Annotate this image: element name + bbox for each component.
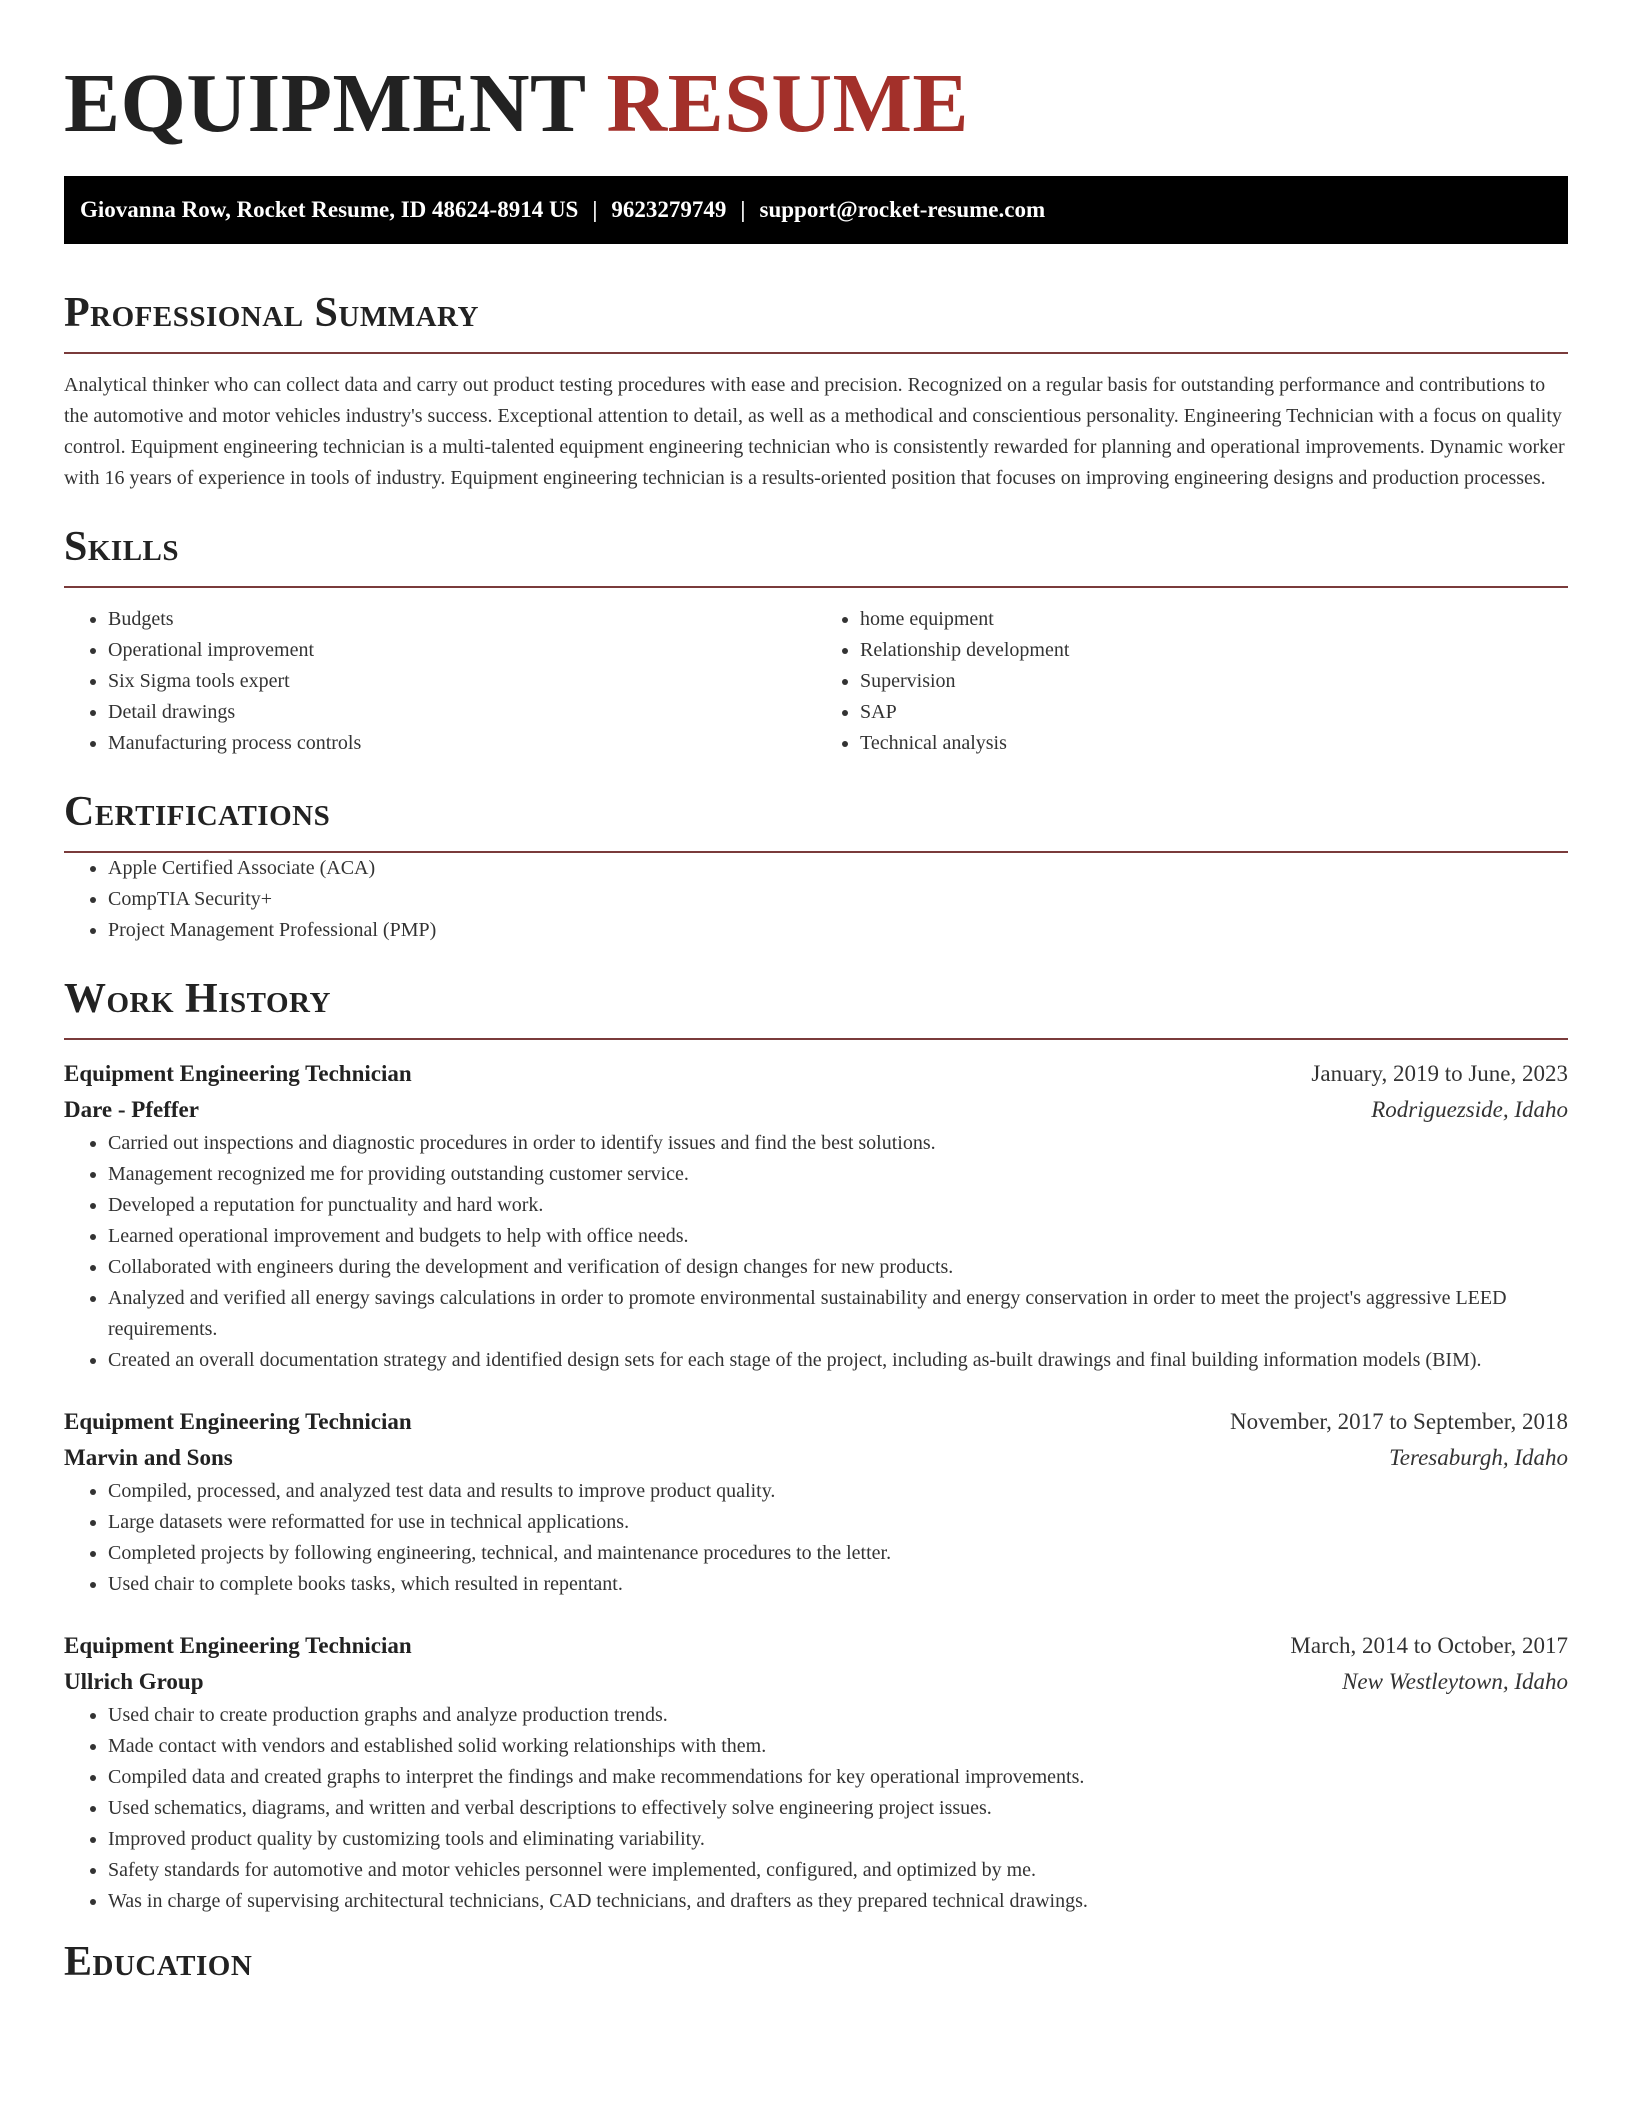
job-duty-item: • Improved product quality by customizing tools and eliminating variability. [108, 1824, 1568, 1855]
job-duty-item: • Analyzed and verified all energy savings calculations in order to promote environmental sustainability and energy conservation in order to meet the project's aggressive LEED requirements. [108, 1283, 1568, 1345]
job-duty-item: • Large datasets were reformatted for use in technical applications. [108, 1507, 1568, 1538]
contact-separator: | [740, 197, 746, 222]
job-entry [64, 1056, 1568, 1376]
job-duty-item: • Used chair to create production graphs and analyze production trends. [108, 1700, 1568, 1731]
job-duty-item: • Developed a reputation for punctuality and hard work. [108, 1190, 1568, 1221]
section-divider [64, 586, 1568, 588]
certifications-list [64, 853, 1568, 946]
job-duty-item: • Learned operational improvement and budgets to help with office needs. [108, 1221, 1568, 1252]
job-location: New Westleytown, Idaho [1342, 1669, 1568, 1694]
job-header [64, 1628, 1568, 1664]
summary-section [64, 288, 1568, 494]
job-subheader [64, 1664, 1568, 1700]
job-dates: November, 2017 to September, 2018 [1230, 1409, 1568, 1434]
certification-item: • CompTIA Security+ [108, 884, 1568, 915]
resume-title [64, 0, 1568, 152]
title-word-2: RESUME [606, 57, 969, 150]
contact-separator: | [592, 197, 598, 222]
job-title: Equipment Engineering Technician [64, 1061, 412, 1086]
skill-item: • Relationship development [860, 635, 1568, 666]
skill-item: • Technical analysis [860, 728, 1568, 759]
skill-item: • SAP [860, 697, 1568, 728]
job-company: Marvin and Sons [64, 1445, 233, 1470]
job-location: Teresaburgh, Idaho [1389, 1445, 1568, 1470]
job-subheader [64, 1440, 1568, 1476]
job-subheader [64, 1092, 1568, 1128]
job-company: Ullrich Group [64, 1669, 204, 1694]
job-duty-item: • Used chair to complete books tasks, which resulted in repentant. [108, 1569, 1568, 1600]
contact-email: support@rocket-resume.com [759, 197, 1046, 222]
skill-item: • Manufacturing process controls [108, 728, 816, 759]
job-duty-item: • Used schematics, diagrams, and written and verbal descriptions to effectively solve engineering project issues. [108, 1793, 1568, 1824]
job-duty-item: • Carried out inspections and diagnostic procedures in order to identify issues and find the best solutions. [108, 1128, 1568, 1159]
section-divider [64, 1038, 1568, 1040]
work-history-section [64, 974, 1568, 1917]
job-duty-item: • Compiled, processed, and analyzed test data and results to improve product quality. [108, 1476, 1568, 1507]
job-duty-item: • Created an overall documentation strategy and identified design sets for each stage of the project, including as-built drawings and final building information models (BIM). [108, 1345, 1568, 1376]
job-duty-item: • Management recognized me for providing outstanding customer service. [108, 1159, 1568, 1190]
summary-text: Analytical thinker who can collect data and carry out product testing procedures with ease and precision. Recognized on a regular basis for outstanding performance and contributions to the automotive and motor vehicles industry's success. Exceptional attention to detail, as well as a methodical and conscientious personality. Engineering Technician with a focus on quality control. Equipment engineering technician is a multi-talented equipment engineering technician who is consistently rewarded for planning and operational improvements. Dynamic worker with 16 years of experience in tools of industry. Equipment engineering technician is a results-oriented position that focuses on improving engineering designs and production processes. [64, 374, 1565, 489]
job-duty-item: • Completed projects by following engineering, technical, and maintenance procedures to the letter. [108, 1538, 1568, 1569]
job-entry [64, 1628, 1568, 1917]
skills-section [64, 522, 1568, 759]
skills-grid [64, 604, 1568, 759]
job-dates: March, 2014 to October, 2017 [1290, 1633, 1568, 1658]
section-heading: Certifications [64, 789, 331, 835]
contact-address: Giovanna Row, Rocket Resume, ID 48624-8914 US [80, 197, 579, 222]
section-heading: Work History [64, 976, 331, 1022]
section-divider [64, 352, 1568, 354]
section-heading: Professional Summary [64, 290, 479, 336]
certification-item: • Project Management Professional (PMP) [108, 915, 1568, 946]
job-duty-item: • Compiled data and created graphs to interpret the findings and make recommendations for key operational improvements. [108, 1762, 1568, 1793]
title-word-1: EQUIPMENT [64, 57, 586, 150]
job-duties [64, 1476, 1568, 1600]
section-heading: Education [64, 1939, 253, 1985]
education-section [64, 1937, 1568, 1987]
job-duty-item: • Safety standards for automotive and motor vehicles personnel were implemented, configured, and optimized by me. [108, 1855, 1568, 1886]
job-header [64, 1404, 1568, 1440]
job-duty-item: • Was in charge of supervising architectural technicians, CAD technicians, and drafters as they prepared technical drawings. [108, 1886, 1568, 1917]
skills-list-right [816, 604, 1568, 759]
job-location: Rodriguezside, Idaho [1371, 1097, 1568, 1122]
job-duties [64, 1700, 1568, 1917]
skill-item: • Six Sigma tools expert [108, 666, 816, 697]
section-heading: Skills [64, 524, 180, 570]
certifications-section [64, 787, 1568, 946]
skill-item: • Detail drawings [108, 697, 816, 728]
skill-item: • Supervision [860, 666, 1568, 697]
job-title: Equipment Engineering Technician [64, 1633, 412, 1658]
contact-phone: 9623279749 [611, 197, 727, 222]
job-duty-item: • Collaborated with engineers during the development and verification of design changes for new products. [108, 1252, 1568, 1283]
skill-item: • home equipment [860, 604, 1568, 635]
job-dates: January, 2019 to June, 2023 [1311, 1061, 1568, 1086]
job-header [64, 1056, 1568, 1092]
skills-list-left [64, 604, 816, 759]
skill-item: • Budgets [108, 604, 816, 635]
job-duties [64, 1128, 1568, 1376]
job-title: Equipment Engineering Technician [64, 1409, 412, 1434]
skill-item: • Operational improvement [108, 635, 816, 666]
contact-bar [64, 176, 1568, 244]
job-company: Dare - Pfeffer [64, 1097, 199, 1122]
certification-item: • Apple Certified Associate (ACA) [108, 853, 1568, 884]
job-entry [64, 1404, 1568, 1600]
job-duty-item: • Made contact with vendors and established solid working relationships with them. [108, 1731, 1568, 1762]
